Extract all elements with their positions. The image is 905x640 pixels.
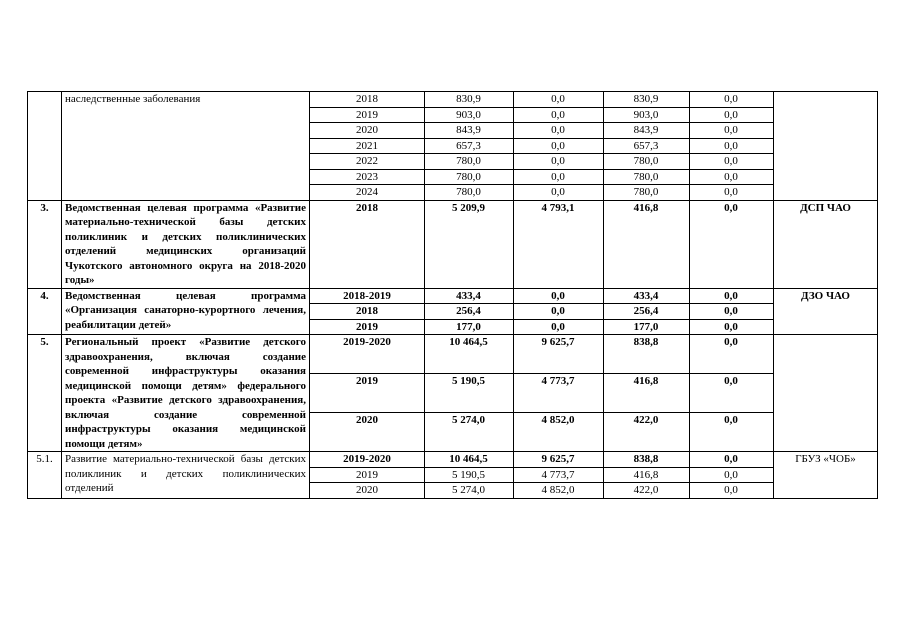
- year-cell: 2019-2020: [310, 452, 425, 468]
- regional-cell: 903,0: [604, 107, 690, 123]
- federal-cell: 0,0: [514, 169, 604, 185]
- row-description: Региональный проект «Развитие детского здравоохранения, включая создание современной инфраструктуры оказания медицинской помощи детям» федерального проекта «Развитие детского здравоохранения, включая создание современной инфраструктуры оказания медицинской помощи детям»: [62, 335, 310, 452]
- year-cell: 2019: [310, 467, 425, 483]
- year-cell: 2018: [310, 304, 425, 320]
- total-cell: 10 464,5: [425, 335, 514, 374]
- federal-cell: 9 625,7: [514, 335, 604, 374]
- federal-cell: 4 793,1: [514, 200, 604, 288]
- federal-cell: 0,0: [514, 288, 604, 304]
- total-cell: 780,0: [425, 185, 514, 201]
- total-cell: 5 209,9: [425, 200, 514, 288]
- federal-cell: 0,0: [514, 107, 604, 123]
- table-row: [28, 288, 878, 304]
- regional-cell: 838,8: [604, 452, 690, 468]
- federal-cell: 4 773,7: [514, 467, 604, 483]
- regional-cell: 780,0: [604, 185, 690, 201]
- regional-cell: 433,4: [604, 288, 690, 304]
- row-number-cell: 5.1.: [28, 452, 62, 499]
- year-cell: 2018-2019: [310, 288, 425, 304]
- row-number-cell: [28, 92, 62, 201]
- other-cell: 0,0: [690, 335, 774, 374]
- year-cell: 2020: [310, 413, 425, 452]
- federal-cell: 0,0: [514, 123, 604, 139]
- regional-cell: 416,8: [604, 374, 690, 413]
- total-cell: 903,0: [425, 107, 514, 123]
- federal-cell: 0,0: [514, 304, 604, 320]
- total-cell: 10 464,5: [425, 452, 514, 468]
- row-description: Ведомственная целевая программа «Развитие материально-технической базы детских поликлиник и детских поликлинических отделений медицинских организаций Чукотского автономного округа на 2018-2020 годы»: [62, 200, 310, 288]
- total-cell: 780,0: [425, 169, 514, 185]
- regional-cell: 256,4: [604, 304, 690, 320]
- regional-cell: 657,3: [604, 138, 690, 154]
- total-cell: 177,0: [425, 319, 514, 335]
- regional-cell: 416,8: [604, 200, 690, 288]
- federal-cell: 4 852,0: [514, 483, 604, 499]
- year-cell: 2019: [310, 374, 425, 413]
- row-number-cell: 4.: [28, 288, 62, 335]
- federal-cell: 0,0: [514, 92, 604, 108]
- row-description: наследственные заболевания: [62, 92, 310, 201]
- regional-cell: 843,9: [604, 123, 690, 139]
- federal-cell: 0,0: [514, 185, 604, 201]
- other-cell: 0,0: [690, 154, 774, 170]
- regional-cell: 838,8: [604, 335, 690, 374]
- total-cell: 5 190,5: [425, 467, 514, 483]
- year-cell: 2019: [310, 107, 425, 123]
- row-number-cell: 3.: [28, 200, 62, 288]
- executor-cell: [774, 92, 878, 201]
- executor-cell: ДЗО ЧАО: [774, 288, 878, 335]
- total-cell: 843,9: [425, 123, 514, 139]
- total-cell: 5 190,5: [425, 374, 514, 413]
- federal-cell: 4 773,7: [514, 374, 604, 413]
- year-cell: 2019: [310, 319, 425, 335]
- regional-cell: 416,8: [604, 467, 690, 483]
- federal-cell: 9 625,7: [514, 452, 604, 468]
- year-cell: 2024: [310, 185, 425, 201]
- other-cell: 0,0: [690, 467, 774, 483]
- year-cell: 2018: [310, 92, 425, 108]
- executor-cell: [774, 335, 878, 452]
- other-cell: 0,0: [690, 200, 774, 288]
- executor-cell: ГБУЗ «ЧОБ»: [774, 452, 878, 499]
- year-cell: 2023: [310, 169, 425, 185]
- other-cell: 0,0: [690, 413, 774, 452]
- table-row: [28, 452, 878, 468]
- table-row: [28, 335, 878, 374]
- federal-cell: 0,0: [514, 138, 604, 154]
- other-cell: 0,0: [690, 185, 774, 201]
- federal-cell: 0,0: [514, 319, 604, 335]
- other-cell: 0,0: [690, 123, 774, 139]
- year-cell: 2019-2020: [310, 335, 425, 374]
- total-cell: 256,4: [425, 304, 514, 320]
- other-cell: 0,0: [690, 138, 774, 154]
- budget-table: [27, 91, 878, 499]
- other-cell: 0,0: [690, 374, 774, 413]
- year-cell: 2021: [310, 138, 425, 154]
- regional-cell: 830,9: [604, 92, 690, 108]
- regional-cell: 422,0: [604, 413, 690, 452]
- total-cell: 433,4: [425, 288, 514, 304]
- executor-cell: ДСП ЧАО: [774, 200, 878, 288]
- other-cell: 0,0: [690, 288, 774, 304]
- row-number-cell: 5.: [28, 335, 62, 452]
- regional-cell: 780,0: [604, 169, 690, 185]
- other-cell: 0,0: [690, 483, 774, 499]
- row-description: Развитие материально-технической базы детских поликлиник и детских поликлинических отделений: [62, 452, 310, 499]
- row-description: Ведомственная целевая программа «Организация санаторно-курортного лечения, реабилитации детей»: [62, 288, 310, 335]
- total-cell: 657,3: [425, 138, 514, 154]
- other-cell: 0,0: [690, 169, 774, 185]
- total-cell: 780,0: [425, 154, 514, 170]
- total-cell: 5 274,0: [425, 413, 514, 452]
- other-cell: 0,0: [690, 107, 774, 123]
- table-row: [28, 200, 878, 288]
- year-cell: 2022: [310, 154, 425, 170]
- regional-cell: 780,0: [604, 154, 690, 170]
- year-cell: 2020: [310, 123, 425, 139]
- total-cell: 830,9: [425, 92, 514, 108]
- federal-cell: 4 852,0: [514, 413, 604, 452]
- regional-cell: 422,0: [604, 483, 690, 499]
- other-cell: 0,0: [690, 304, 774, 320]
- regional-cell: 177,0: [604, 319, 690, 335]
- table-row: [28, 92, 878, 108]
- year-cell: 2018: [310, 200, 425, 288]
- other-cell: 0,0: [690, 452, 774, 468]
- other-cell: 0,0: [690, 319, 774, 335]
- federal-cell: 0,0: [514, 154, 604, 170]
- year-cell: 2020: [310, 483, 425, 499]
- other-cell: 0,0: [690, 92, 774, 108]
- total-cell: 5 274,0: [425, 483, 514, 499]
